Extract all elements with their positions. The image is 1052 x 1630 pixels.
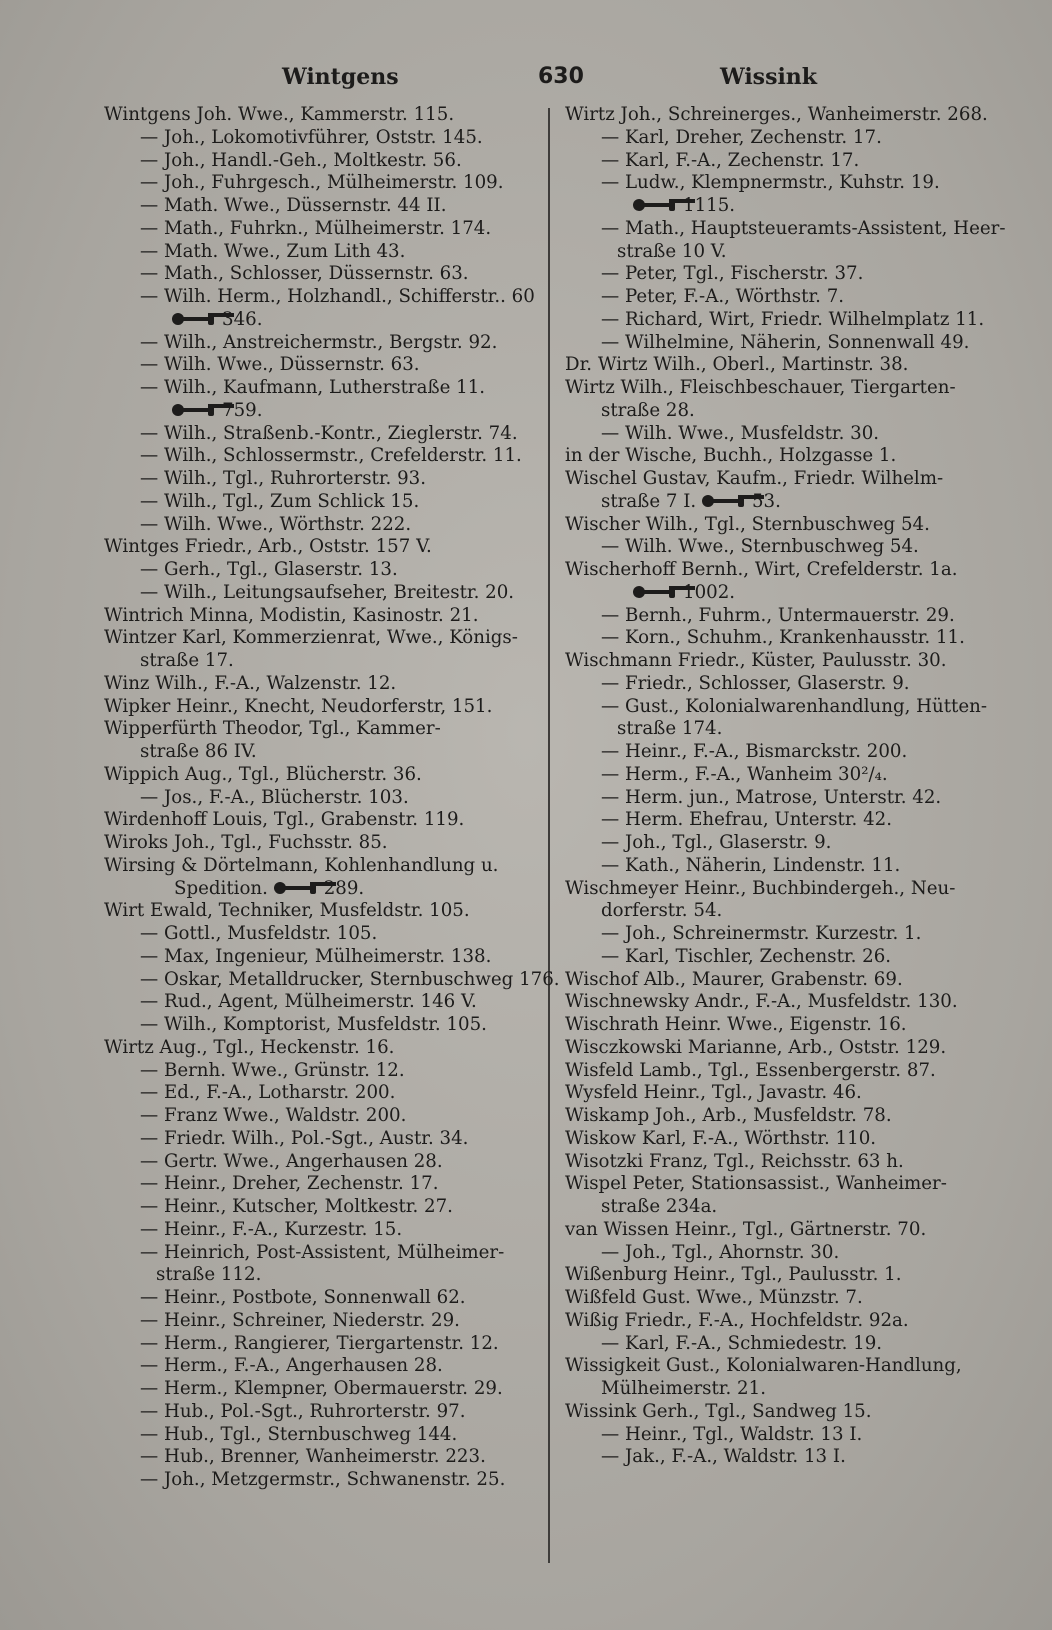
directory-entry-line [565, 787, 1005, 810]
directory-entry-line [104, 377, 542, 400]
directory-entry-line [104, 1310, 542, 1333]
directory-entry-line [565, 423, 1005, 446]
directory-entry-line [104, 536, 542, 559]
entry-text: — Gerh., Tgl., Glaserstr. 13. [140, 559, 398, 580]
entry-text: Wirtz Aug., Tgl., Heckenstr. 16. [104, 1036, 395, 1058]
entry-text: — Wilh. Wwe., Wörthstr. 222. [140, 513, 412, 535]
entry-text: straße 28. [601, 399, 695, 421]
entry-text: — Max, Ingenieur, Mülheimerstr. 138. [140, 945, 492, 967]
directory-entry-line [565, 309, 1005, 332]
directory-entry-line [565, 1310, 1005, 1333]
entry-text: dorferstr. 54. [601, 900, 723, 922]
directory-entry-line [104, 1014, 542, 1037]
directory-entry-line [104, 741, 542, 764]
entry-text: — Heinrich, Post-Assistent, Mülheimer- [140, 1241, 505, 1263]
directory-entry-line [565, 286, 1005, 309]
entry-text: — Bernh., Fuhrm., Untermauerstr. 29. [601, 604, 955, 626]
directory-entry-line [104, 1082, 542, 1105]
directory-entry-line [104, 491, 542, 514]
entry-text: — Heinr., F.-A., Kurzestr. 15. [140, 1218, 403, 1240]
directory-entry-line [104, 1037, 542, 1060]
directory-entry-line [104, 855, 542, 878]
directory-entry-line [565, 377, 1005, 400]
directory-entry-line [104, 1105, 542, 1128]
entry-text: Wispel Peter, Stationsassist., Wanheimer- [565, 1173, 947, 1195]
directory-entry-line [104, 1242, 542, 1265]
entry-text: — Math., Fuhrkn., Mülheimerstr. 174. [140, 217, 492, 239]
entry-text: — Oskar, Metalldrucker, Sternbuschweg 176. [140, 968, 560, 990]
entry-text: Dr. Wirtz Wilh., Oberl., Martinstr. 38. [565, 354, 909, 376]
directory-entry-line [104, 218, 542, 241]
directory-entry-line [565, 1014, 1005, 1037]
directory-entry-line [565, 514, 1005, 537]
entry-text: Wischof Alb., Maurer, Grabenstr. 69. [565, 968, 903, 990]
entry-text: — Gust., Kolonialwarenhandlung, Hütten- [601, 695, 987, 717]
directory-entry-line [104, 1264, 542, 1287]
entry-text: — Karl, F.-A., Zechenstr. 17. [601, 149, 860, 171]
entry-text: straße 7 I. [601, 490, 702, 512]
entry-text: — Wilh., Leitungsaufseher, Breitestr. 20. [140, 581, 515, 603]
entry-text: Wischer Wilh., Tgl., Sternbuschweg 54. [565, 513, 930, 535]
entry-text: Wirt Ewald, Techniker, Musfeldstr. 105. [104, 900, 470, 922]
entry-text: Wirdenhoff Louis, Tgl., Grabenstr. 119. [104, 809, 465, 831]
directory-entry-line [104, 1333, 542, 1356]
directory-entry-line [104, 1469, 542, 1492]
entry-text: Wißenburg Heinr., Tgl., Paulusstr. 1. [565, 1264, 902, 1286]
directory-entry-line [104, 1378, 542, 1401]
entry-text: — Gertr. Wwe., Angerhausen 28. [140, 1150, 443, 1172]
directory-entry-line [104, 195, 542, 218]
entry-text: Wischel Gustav, Kaufm., Friedr. Wilhelm- [565, 468, 944, 489]
entry-text: — Hub., Pol.-Sgt., Ruhrorterstr. 97. [140, 1400, 466, 1422]
entry-text: — Math., Hauptsteueramts-Assistent, Heer- [601, 217, 1006, 239]
header-left-keyword: Wintgens [282, 64, 399, 90]
entry-text: — Heinr., Dreher, Zechenstr. 17. [140, 1173, 439, 1195]
telephone-number: 53. [751, 490, 781, 512]
directory-entry-line [565, 809, 1005, 832]
directory-entry-line [565, 832, 1005, 855]
entry-text: Wintrich Minna, Modistin, Kasinostr. 21. [104, 604, 479, 626]
entry-text: — Joh., Tgl., Glaserstr. 9. [601, 832, 832, 853]
entry-text: Wintgens Joh. Wwe., Kammerstr. 115. [104, 104, 455, 125]
directory-entry-line [565, 400, 1005, 423]
entry-text: Wißfeld Gust. Wwe., Münzstr. 7. [565, 1287, 863, 1308]
entry-text: — Bernh. Wwe., Grünstr. 12. [140, 1059, 405, 1081]
directory-entry-line [565, 878, 1005, 901]
directory-entry-line [565, 1173, 1005, 1196]
entry-text: — Gottl., Musfeldstr. 105. [140, 923, 378, 944]
directory-entry-line [104, 1424, 542, 1447]
directory-entry-line [565, 127, 1005, 150]
directory-entry-line [104, 900, 542, 923]
directory-entry-line [104, 832, 542, 855]
directory-entry-line [104, 650, 542, 673]
directory-entry-line [104, 1173, 542, 1196]
entry-text: — Franz Wwe., Waldstr. 200. [140, 1105, 407, 1126]
directory-entry-line [565, 582, 1005, 605]
directory-entry-line [104, 1128, 542, 1151]
entry-text: — Ludw., Klempnermstr., Kuhstr. 19. [601, 172, 940, 194]
telephone-number: 1115. [683, 195, 736, 216]
telephone-number: 759. [222, 399, 263, 421]
entry-text: Wissigkeit Gust., Kolonialwaren-Handlung, [565, 1355, 962, 1377]
directory-entry-line [565, 1196, 1005, 1219]
directory-entry-line [104, 627, 542, 650]
directory-entry-line [104, 150, 542, 173]
directory-entry-line [565, 605, 1005, 628]
directory-entry-line [104, 332, 542, 355]
entry-text: — Math. Wwe., Düssernstr. 44 II. [140, 195, 447, 216]
directory-entry-line [104, 878, 542, 901]
entry-text: — Herm., F.-A., Wanheim 30²/₄. [601, 763, 888, 785]
directory-entry-line [104, 1219, 542, 1242]
directory-entry-line [565, 1219, 1005, 1242]
telephone-icon [274, 881, 318, 895]
entry-text: straße 174. [617, 718, 723, 740]
entry-text: — Math. Wwe., Zum Lith 43. [140, 240, 406, 262]
directory-entry-line [565, 764, 1005, 787]
entry-text: — Wilh. Wwe., Düssernstr. 63. [140, 354, 420, 376]
directory-entry-line [565, 150, 1005, 173]
directory-entry-line [104, 468, 542, 491]
entry-text: Winz Wilh., F.-A., Walzenstr. 12. [104, 672, 397, 694]
directory-entry-line [565, 1333, 1005, 1356]
entry-text: — Wilh., Tgl., Zum Schlick 15. [140, 490, 420, 512]
entry-text: — Heinr., Schreiner, Niederstr. 29. [140, 1309, 460, 1331]
entry-text: Wintges Friedr., Arb., Oststr. 157 V. [104, 536, 432, 558]
directory-entry-line [104, 104, 542, 127]
entry-text: — Herm. jun., Matrose, Unterstr. 42. [601, 786, 942, 808]
entry-text: straße 234a. [601, 1196, 718, 1217]
entry-text: Wischnewsky Andr., F.-A., Musfeldstr. 130. [565, 991, 958, 1013]
entry-text: — Heinr., F.-A., Bismarckstr. 200. [601, 741, 908, 762]
entry-text: Wysfeld Heinr., Tgl., Javastr. 46. [565, 1082, 862, 1104]
entry-text: Wisotzki Franz, Tgl., Reichsstr. 63 h. [565, 1150, 904, 1172]
entry-text: Wißig Friedr., F.-A., Hochfeldstr. 92a. [565, 1309, 909, 1331]
directory-entry-line [565, 1082, 1005, 1105]
directory-entry-line [104, 1060, 542, 1083]
header-right-keyword: Wissink [720, 64, 818, 90]
page-header [0, 64, 1052, 94]
entry-text: — Joh., Fuhrgesch., Mülheimerstr. 109. [140, 172, 504, 194]
telephone-icon [172, 312, 216, 326]
directory-entry-line [565, 241, 1005, 264]
directory-entry-line [565, 263, 1005, 286]
entry-text: van Wissen Heinr., Tgl., Gärtnerstr. 70. [565, 1218, 927, 1240]
entry-text: Wiroks Joh., Tgl., Fuchsstr. 85. [104, 832, 388, 853]
entry-text: — Joh., Lokomotivführer, Oststr. 145. [140, 126, 483, 148]
directory-entry-line [104, 1446, 542, 1469]
entry-text: — Friedr., Schlosser, Glaserstr. 9. [601, 672, 910, 694]
directory-entry-line [104, 582, 542, 605]
entry-text: Wiskamp Joh., Arb., Musfeldstr. 78. [565, 1105, 892, 1126]
entry-text: — Herm., F.-A., Angerhausen 28. [140, 1355, 443, 1377]
directory-entry-line [104, 809, 542, 832]
telephone-icon [633, 585, 677, 599]
entry-text: — Math., Schlosser, Düssernstr. 63. [140, 263, 469, 285]
directory-entry-line [104, 514, 542, 537]
entry-text: — Jos., F.-A., Blücherstr. 103. [140, 786, 409, 808]
directory-entry-line [104, 400, 542, 423]
directory-entry-line [565, 172, 1005, 195]
directory-entry-line [104, 787, 542, 810]
entry-text: — Hub., Tgl., Sternbuschweg 144. [140, 1423, 458, 1445]
directory-entry-line [565, 491, 1005, 514]
entry-text: Wisfeld Lamb., Tgl., Essenbergerstr. 87. [565, 1059, 936, 1081]
directory-entry-line [104, 286, 542, 309]
entry-text: — Wilh. Herm., Holzhandl., Schifferstr.. 60 [140, 286, 535, 307]
directory-entry-line [565, 559, 1005, 582]
directory-entry-line [565, 468, 1005, 491]
entry-text: — Wilh. Wwe., Sternbuschweg 54. [601, 536, 919, 558]
right-column [565, 104, 1005, 1469]
directory-entry-line [565, 991, 1005, 1014]
entry-text: — Herm., Klempner, Obermauerstr. 29. [140, 1378, 503, 1399]
entry-text: Wirtz Joh., Schreinerges., Wanheimerstr. 268. [565, 104, 988, 125]
directory-entry-line [565, 1401, 1005, 1424]
entry-text: — Friedr. Wilh., Pol.-Sgt., Austr. 34. [140, 1127, 469, 1149]
entry-text: — Rud., Agent, Mülheimerstr. 146 V. [140, 991, 477, 1013]
directory-entry-line [104, 172, 542, 195]
directory-entry-line [565, 218, 1005, 241]
directory-entry-line [565, 332, 1005, 355]
directory-entry-line [565, 1151, 1005, 1174]
directory-entry-line [104, 263, 542, 286]
entry-text: — Richard, Wirt, Friedr. Wilhelmplatz 11. [601, 308, 985, 330]
telephone-icon [172, 403, 216, 417]
directory-entry-line [104, 946, 542, 969]
entry-text: Wintzer Karl, Kommerzienrat, Wwe., Königs- [104, 627, 518, 649]
directory-entry-line [565, 1105, 1005, 1128]
entry-text: — Peter, F.-A., Wörthstr. 7. [601, 286, 845, 307]
entry-text: in der Wische, Buchh., Holzgasse 1. [565, 445, 897, 467]
entry-text: — Heinr., Postbote, Sonnenwall 62. [140, 1287, 466, 1308]
column-divider [548, 108, 550, 1563]
directory-entry-line [104, 354, 542, 377]
entry-text: — Joh., Tgl., Ahornstr. 30. [601, 1241, 840, 1263]
directory-entry-line [565, 104, 1005, 127]
directory-entry-line [104, 923, 542, 946]
directory-entry-line [104, 696, 542, 719]
directory-entry-line [565, 627, 1005, 650]
directory-entry-line [565, 650, 1005, 673]
entry-text: Wipperfürth Theodor, Tgl., Kammer- [104, 718, 441, 740]
directory-entry-line [104, 605, 542, 628]
directory-entry-line [104, 718, 542, 741]
directory-entry-line [565, 946, 1005, 969]
directory-entry-line [104, 968, 560, 992]
directory-entry-line [565, 1037, 1005, 1060]
directory-entry-line [565, 1446, 1005, 1469]
directory-entry-line [104, 764, 542, 787]
entry-text: — Ed., F.-A., Lotharstr. 200. [140, 1082, 396, 1104]
page-number: 630 [538, 64, 584, 89]
entry-text: — Wilh., Straßenb.-Kontr., Zieglerstr. 74. [140, 422, 518, 444]
directory-entry-line [565, 1424, 1005, 1447]
directory-entry-line [565, 900, 1005, 923]
directory-entry-line [565, 445, 1005, 468]
entry-text: straße 86 IV. [140, 741, 257, 762]
entry-text: Wischmann Friedr., Küster, Paulusstr. 30. [565, 650, 947, 671]
directory-entry-line [104, 1196, 542, 1219]
entry-text: Wirtz Wilh., Fleischbeschauer, Tiergarten- [565, 377, 956, 398]
directory-entry-line [565, 1242, 1005, 1265]
entry-text: — Korn., Schuhm., Krankenhausstr. 11. [601, 627, 965, 649]
directory-entry-line [565, 673, 1005, 696]
directory-entry-line [565, 1287, 1005, 1310]
entry-text: — Karl, Dreher, Zechenstr. 17. [601, 126, 882, 148]
directory-entry-line [565, 195, 1005, 218]
entry-text: Wissink Gerh., Tgl., Sandweg 15. [565, 1400, 872, 1422]
directory-entry-line [104, 1355, 542, 1378]
telephone-number: 346. [222, 308, 263, 330]
entry-text: — Heinr., Kutscher, Moltkestr. 27. [140, 1196, 453, 1217]
entry-text: Wirsing & Dörtelmann, Kohlenhandlung u. [104, 854, 499, 876]
directory-entry-line [104, 309, 542, 332]
entry-text: Mülheimerstr. 21. [601, 1378, 766, 1399]
entry-text: — Wilh., Anstreichermstr., Bergstr. 92. [140, 331, 498, 353]
telephone-number: 289. [323, 877, 365, 899]
directory-entry-line [565, 354, 1005, 377]
entry-text: Wisczkowski Marianne, Arb., Oststr. 129. [565, 1036, 947, 1058]
directory-entry-line [565, 1355, 1005, 1378]
entry-text: — Herm., Rangierer, Tiergartenstr. 12. [140, 1332, 499, 1354]
directory-entry-line [565, 718, 1005, 741]
entry-text: — Heinr., Tgl., Waldstr. 13 I. [601, 1423, 863, 1445]
directory-entry-line [104, 445, 542, 468]
telephone-icon [702, 494, 746, 508]
entry-text: — Herm. Ehefrau, Unterstr. 42. [601, 809, 893, 831]
entry-text: Wiskow Karl, F.-A., Wörthstr. 110. [565, 1127, 877, 1149]
entry-text: — Joh., Schreinermstr. Kurzestr. 1. [601, 923, 922, 944]
telephone-number: 1002. [683, 581, 736, 603]
entry-text: — Peter, Tgl., Fischerstr. 37. [601, 263, 864, 285]
entry-text: — Joh., Handl.-Geh., Moltkestr. 56. [140, 149, 462, 171]
entry-text: straße 17. [140, 650, 234, 671]
left-column [104, 104, 560, 1492]
directory-entry-line [565, 696, 1005, 719]
directory-entry-line [565, 923, 1005, 946]
entry-text: — Hub., Brenner, Wanheimerstr. 223. [140, 1446, 486, 1468]
directory-entry-line [565, 1264, 1005, 1287]
entry-text: — Wilh., Kaufmann, Lutherstraße 11. [140, 377, 486, 398]
entry-text: — Wilh., Komptorist, Musfeldstr. 105. [140, 1014, 487, 1035]
entry-text: straße 10 V. [617, 240, 727, 262]
entry-text: — Karl, F.-A., Schmiedestr. 19. [601, 1332, 883, 1354]
entry-text: Wipker Heinr., Knecht, Neudorferstr, 151. [104, 695, 493, 717]
directory-entry-line [104, 991, 542, 1014]
directory-entry-line [104, 1401, 542, 1424]
directory-entry-line [565, 1378, 1005, 1401]
entry-text: Wippich Aug., Tgl., Blücherstr. 36. [104, 763, 422, 785]
entry-text: — Wilh., Tgl., Ruhrorterstr. 93. [140, 468, 427, 489]
directory-entry-line [565, 969, 1005, 992]
directory-entry-line [104, 559, 542, 582]
entry-text: — Kath., Näherin, Lindenstr. 11. [601, 854, 901, 876]
directory-entry-line [565, 741, 1005, 764]
entry-text: — Karl, Tischler, Zechenstr. 26. [601, 945, 892, 967]
entry-text: — Joh., Metzgermstr., Schwanenstr. 25. [140, 1469, 506, 1490]
directory-entry-line [565, 1128, 1005, 1151]
directory-entry-line [104, 127, 542, 150]
directory-entry-line [104, 241, 542, 264]
entry-text: straße 112. [156, 1264, 262, 1286]
entry-text: — Wilhelmine, Näherin, Sonnenwall 49. [601, 331, 970, 353]
entry-text: Wischrath Heinr. Wwe., Eigenstr. 16. [565, 1014, 907, 1035]
entry-text: — Wilh. Wwe., Musfeldstr. 30. [601, 422, 880, 444]
directory-entry-line [565, 1060, 1005, 1083]
entry-text: Wischerhoff Bernh., Wirt, Crefelderstr. 1a. [565, 559, 958, 580]
directory-entry-line [565, 536, 1005, 559]
directory-entry-line [104, 423, 542, 446]
directory-entry-line [104, 1287, 542, 1310]
directory-entry-line [104, 1151, 542, 1174]
entry-text: — Jak., F.-A., Waldstr. 13 I. [601, 1446, 846, 1468]
entry-text: Wischmeyer Heinr., Buchbindergeh., Neu- [565, 877, 956, 899]
entry-text: — Wilh., Schlossermstr., Crefelderstr. 11. [140, 445, 522, 467]
entry-text: Spedition. [174, 877, 274, 899]
telephone-icon [633, 198, 677, 212]
directory-entry-line [104, 673, 542, 696]
directory-entry-line [565, 855, 1005, 878]
